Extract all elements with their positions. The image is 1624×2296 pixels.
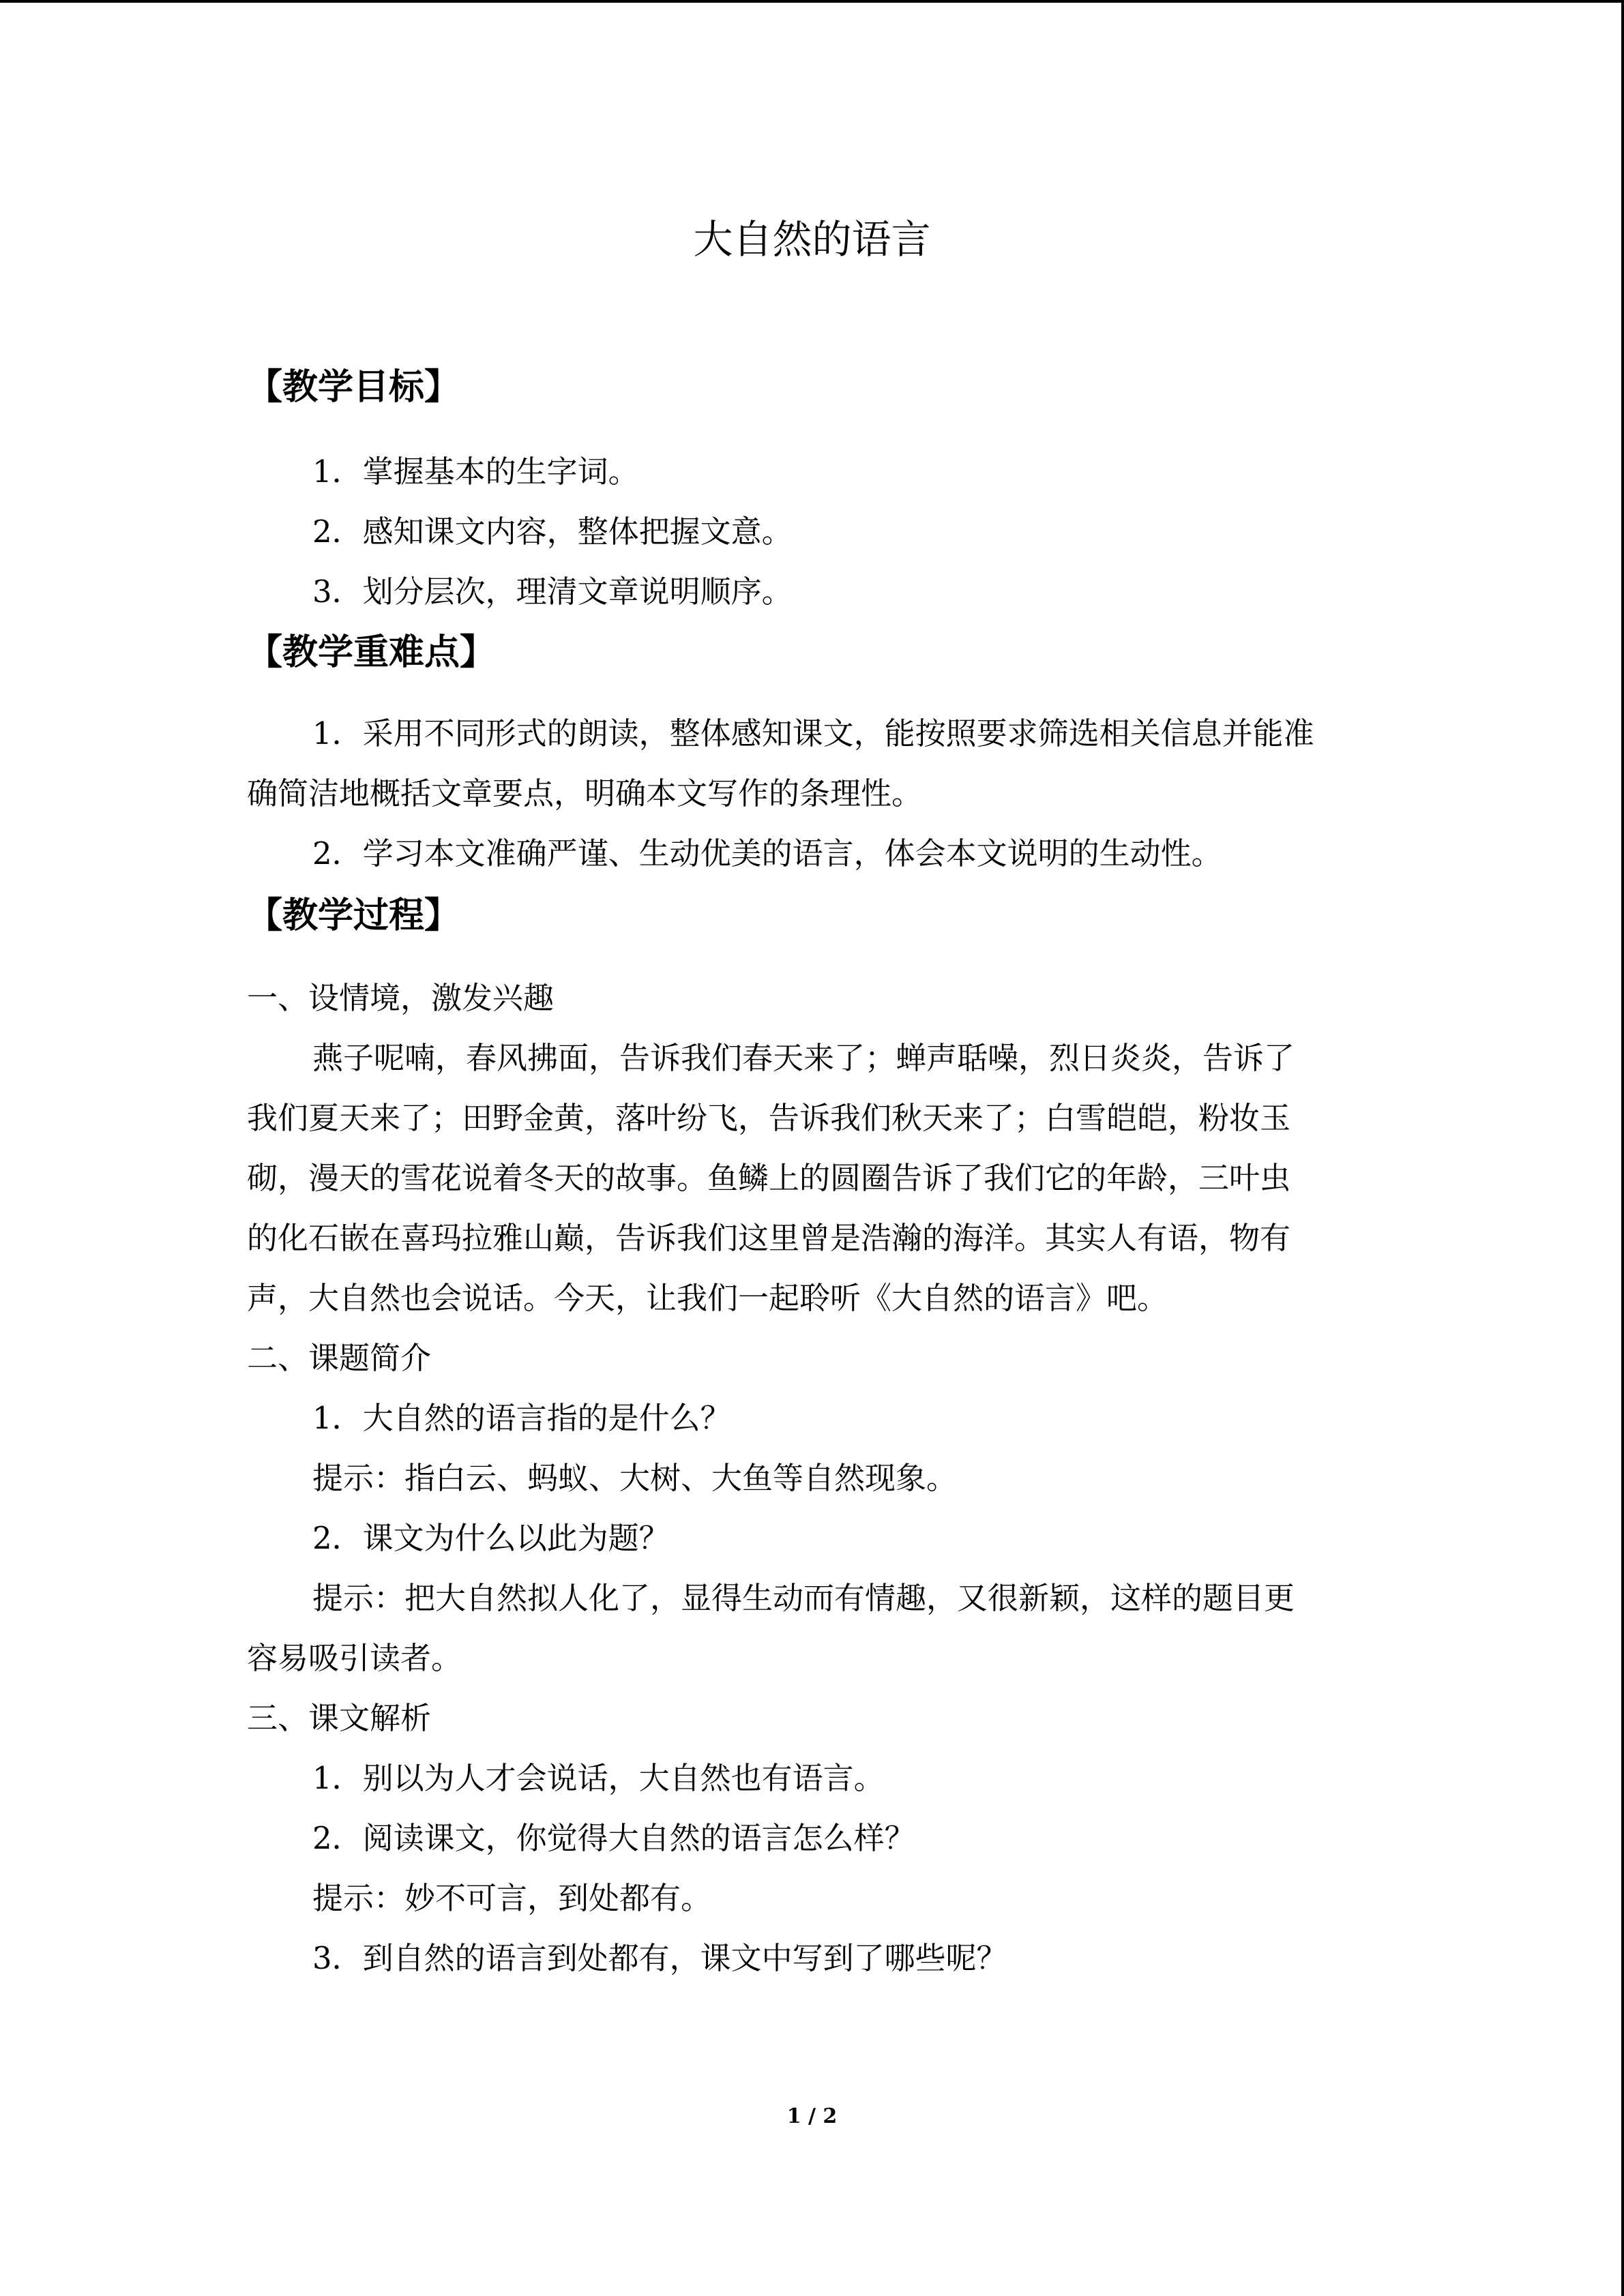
process-part1-line-4: 的化石嵌在喜玛拉雅山巅，告诉我们这里曾是浩瀚的海洋。其实人有语，物有	[247, 1220, 1291, 1256]
process-part3-line-4: 3．到自然的语言到处都有，课文中写到了哪些呢？	[312, 1940, 1007, 1976]
goal-item-2: 2．感知课文内容，整体把握文意。	[312, 513, 793, 550]
key-point-line-2: 确简洁地概括文章要点，明确本文写作的条理性。	[247, 775, 923, 811]
process-part3-line-1: 1．别以为人才会说话，大自然也有语言。	[312, 1760, 885, 1796]
section-heading-process: 【教学过程】	[247, 895, 460, 936]
section-heading-key-points: 【教学重难点】	[247, 631, 496, 673]
process-part2-title: 二、课题简介	[247, 1340, 432, 1376]
process-part3-line-3: 提示：妙不可言，到处都有。	[312, 1880, 712, 1916]
process-part1-line-3: 砌，漫天的雪花说着冬天的故事。鱼鳞上的圆圈告诉了我们它的年龄，三叶虫	[247, 1160, 1291, 1196]
process-part2-line-3: 2．课文为什么以此为题？	[312, 1520, 670, 1556]
process-part2-line-1: 1．大自然的语言指的是什么？	[312, 1400, 731, 1436]
process-part1-line-5: 声，大自然也会说话。今天，让我们一起聆听《大自然的语言》吧。	[247, 1280, 1168, 1316]
key-point-line-1: 1．采用不同形式的朗读，整体感知课文，能按照要求筛选相关信息并能准	[312, 715, 1314, 751]
page-title: 大自然的语言	[693, 216, 931, 263]
goal-item-1: 1．掌握基本的生字词。	[312, 453, 639, 490]
process-part1-line-1: 燕子呢喃，春风拂面，告诉我们春天来了；蝉声聒噪，烈日炎炎，告诉了	[312, 1040, 1295, 1076]
process-part2-line-4: 提示：把大自然拟人化了，显得生动而有情趣，又很新颖，这样的题目更	[312, 1580, 1295, 1616]
section-heading-goals: 【教学目标】	[247, 366, 460, 408]
goal-item-3: 3．划分层次，理清文章说明顺序。	[312, 573, 793, 610]
process-part3-line-2: 2．阅读课文，你觉得大自然的语言怎么样？	[312, 1820, 915, 1856]
page-number: 1 / 2	[786, 2104, 838, 2128]
process-part1-line-2: 我们夏天来了；田野金黄，落叶纷飞，告诉我们秋天来了；白雪皑皑，粉妆玉	[247, 1100, 1291, 1136]
process-part2-line-5: 容易吸引读者。	[247, 1640, 462, 1676]
process-part3-title: 三、课文解析	[247, 1700, 432, 1736]
process-part1-title: 一、设情境，激发兴趣	[247, 980, 555, 1016]
process-part2-line-2: 提示：指白云、蚂蚁、大树、大鱼等自然现象。	[312, 1460, 958, 1496]
key-point-line-3: 2．学习本文准确严谨、生动优美的语言，体会本文说明的生动性。	[312, 835, 1222, 871]
